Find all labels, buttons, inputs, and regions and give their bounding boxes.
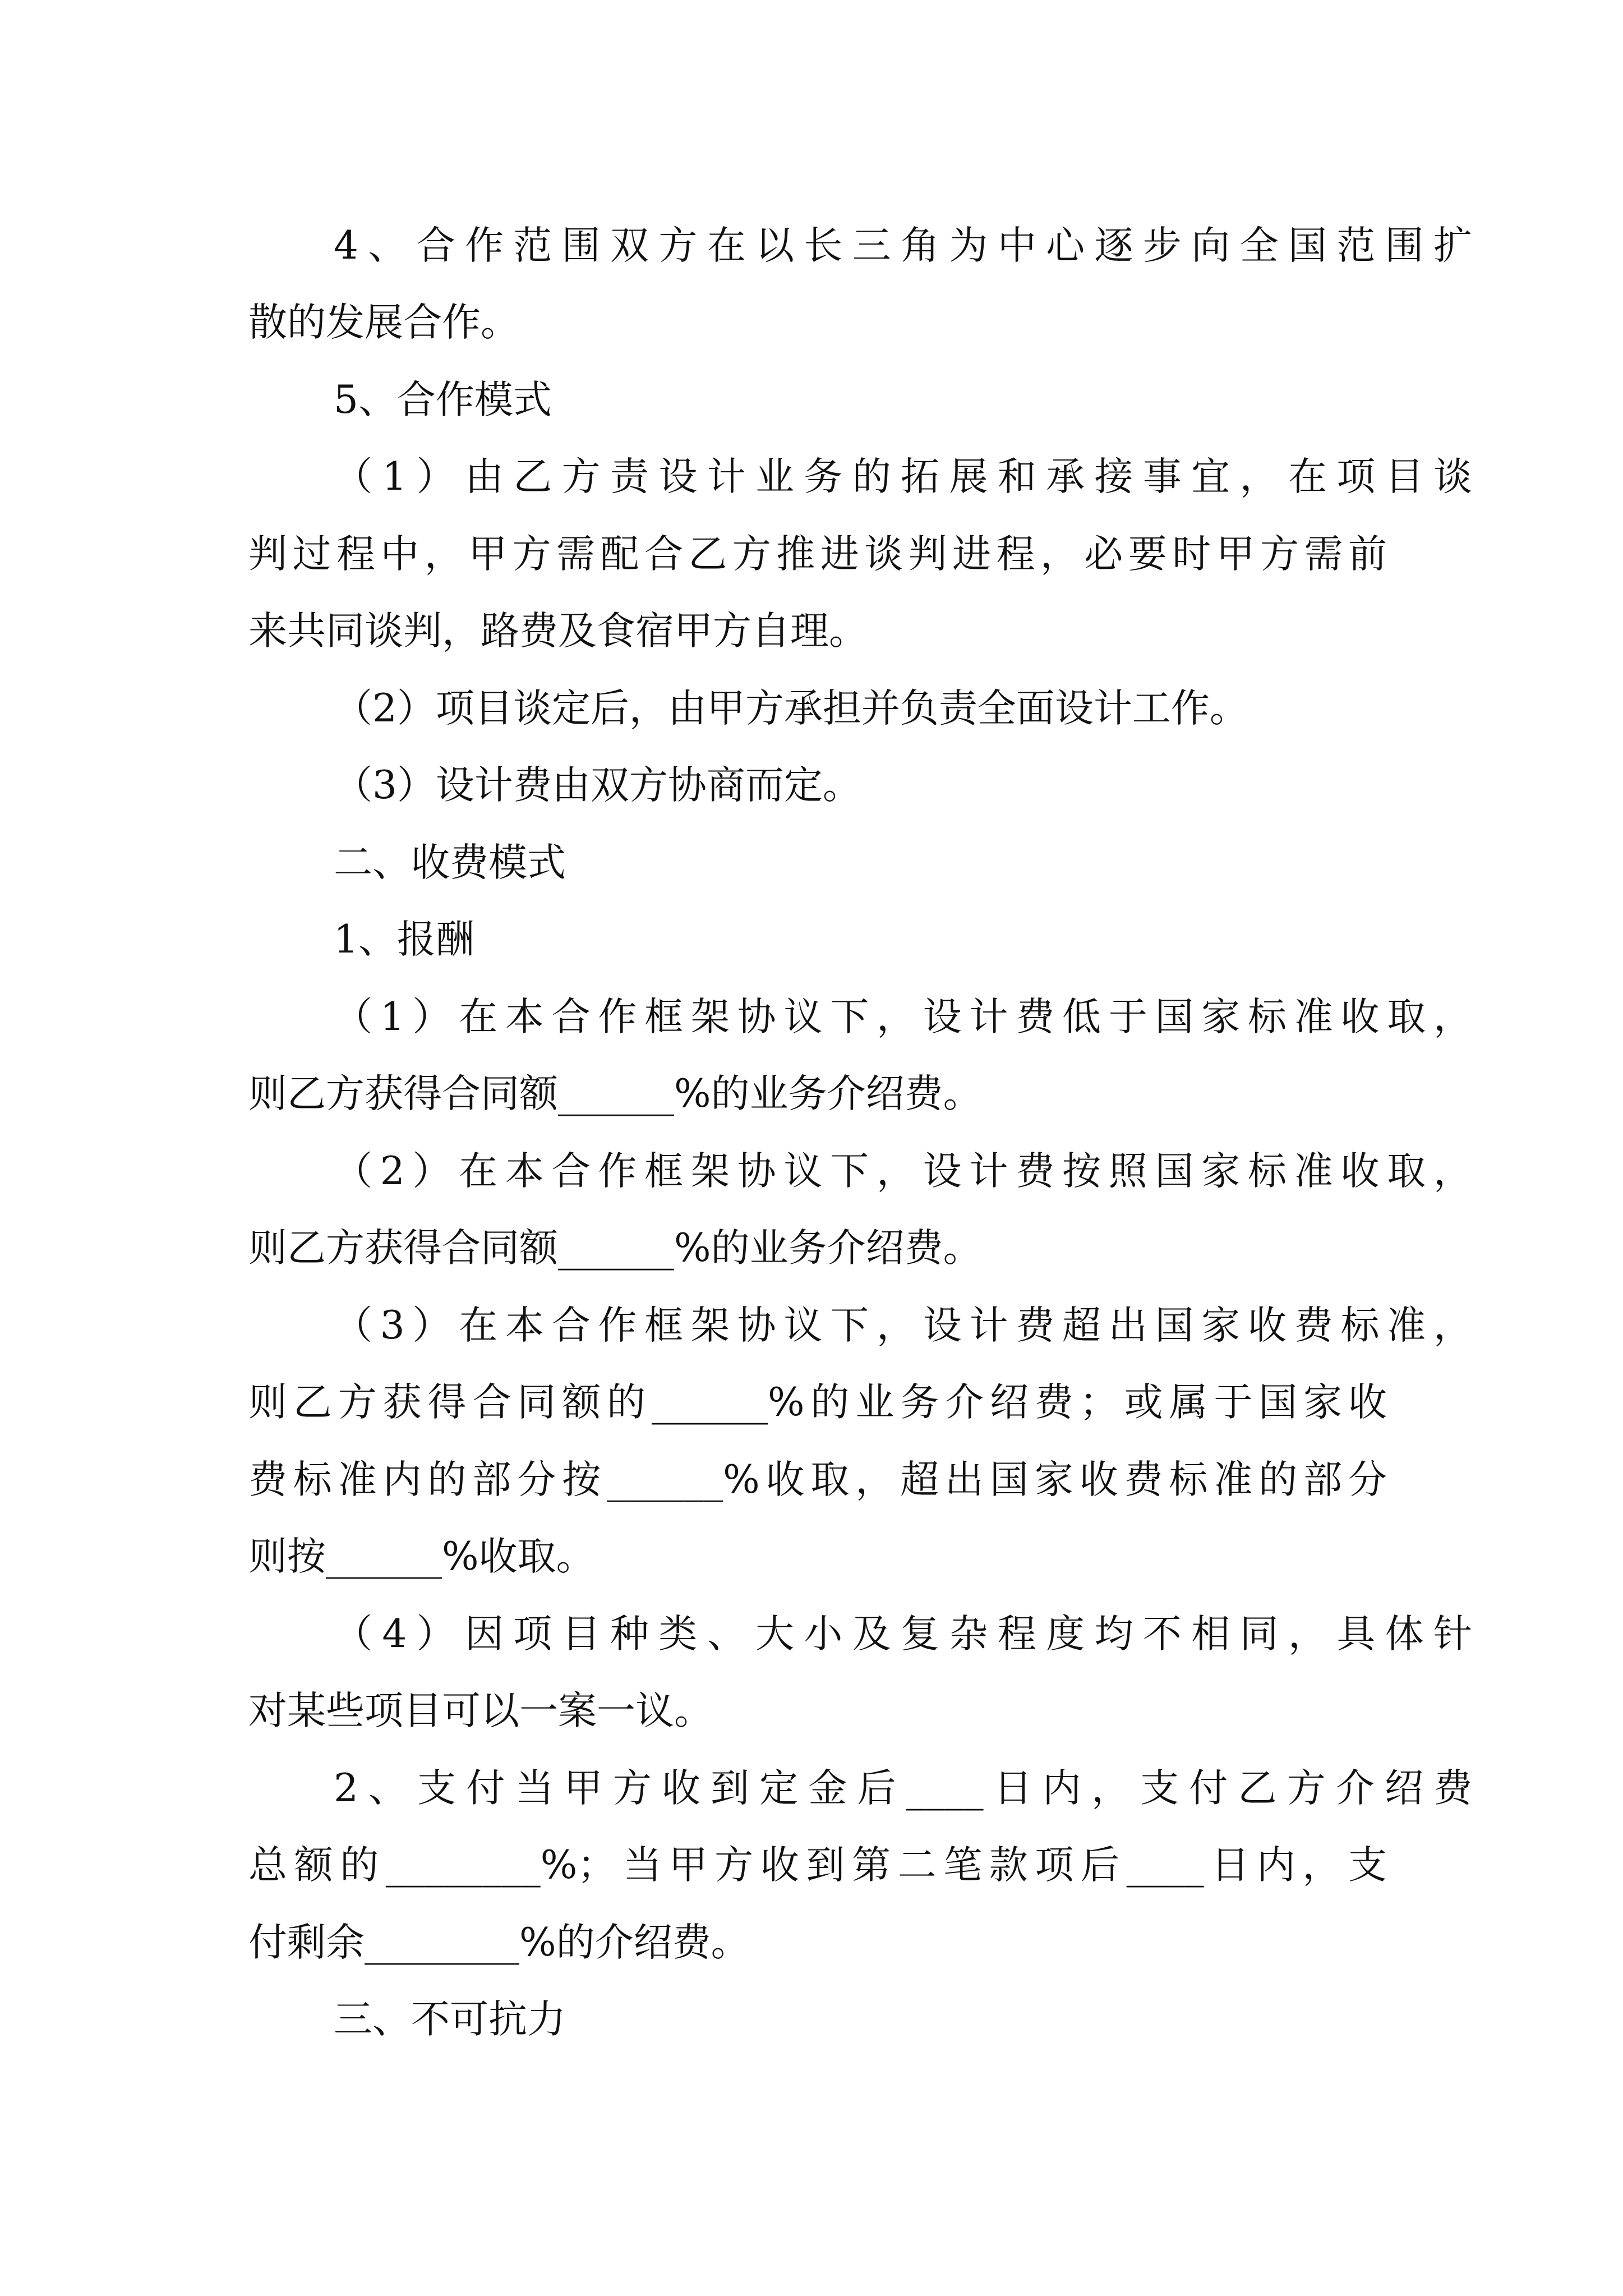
text-line-16: 则乙方获得合同额的______%的业务介绍费；或属于国家收 xyxy=(248,1380,1387,1425)
text-line-20: 对某些项目可以一案一议。 xyxy=(248,1688,713,1733)
text-line-6: 来共同谈判，路费及食宿甲方自理。 xyxy=(248,609,868,654)
section-heading-fees: 二、收费模式 xyxy=(334,840,566,885)
text-line-1: 4、合作范围双方在以长三角为中心逐步向全国范围扩 xyxy=(334,223,1472,268)
text-line-14: 则乙方获得合同额______%的业务介绍费。 xyxy=(248,1226,982,1271)
text-line-11: （1）在本合作框架协议下，设计费低于国家标准收取， xyxy=(334,995,1472,1039)
section-heading-force-majeure: 三、不可抗力 xyxy=(334,1997,566,2042)
text-line-5: 判过程中，甲方需配合乙方推进谈判进程，必要时甲方需前 xyxy=(248,532,1387,577)
text-line-4: （1）由乙方责设计业务的拓展和承接事宜，在项目谈 xyxy=(334,454,1472,499)
text-line-18: 则按______%收取。 xyxy=(248,1534,595,1579)
text-line-15: （3）在本合作框架协议下，设计费超出国家收费标准， xyxy=(334,1303,1472,1348)
text-line-19: （4）因项目种类、大小及复杂程度均不相同，具体针 xyxy=(334,1612,1472,1657)
text-line-3: 5、合作模式 xyxy=(334,378,552,422)
text-line-17: 费标准内的部分按______%收取，超出国家收费标准的部分 xyxy=(248,1457,1387,1502)
text-line-13: （2）在本合作框架协议下，设计费按照国家标准收取， xyxy=(334,1149,1472,1194)
text-line-22: 总额的________%；当甲方收到第二笔款项后____日内，支 xyxy=(248,1843,1387,1888)
text-line-7: （2）项目谈定后，由甲方承担并负责全面设计工作。 xyxy=(334,686,1248,731)
text-line-8: （3）设计费由双方协商而定。 xyxy=(334,763,861,808)
text-line-23: 付剩余________%的介绍费。 xyxy=(248,1920,750,1965)
text-line-10: 1、报酬 xyxy=(334,917,474,962)
text-line-21: 2、支付当甲方收到定金后____日内，支付乙方介绍费 xyxy=(334,1766,1472,1811)
text-line-2: 散的发展合作。 xyxy=(248,300,519,345)
text-line-12: 则乙方获得合同额______%的业务介绍费。 xyxy=(248,1071,982,1116)
